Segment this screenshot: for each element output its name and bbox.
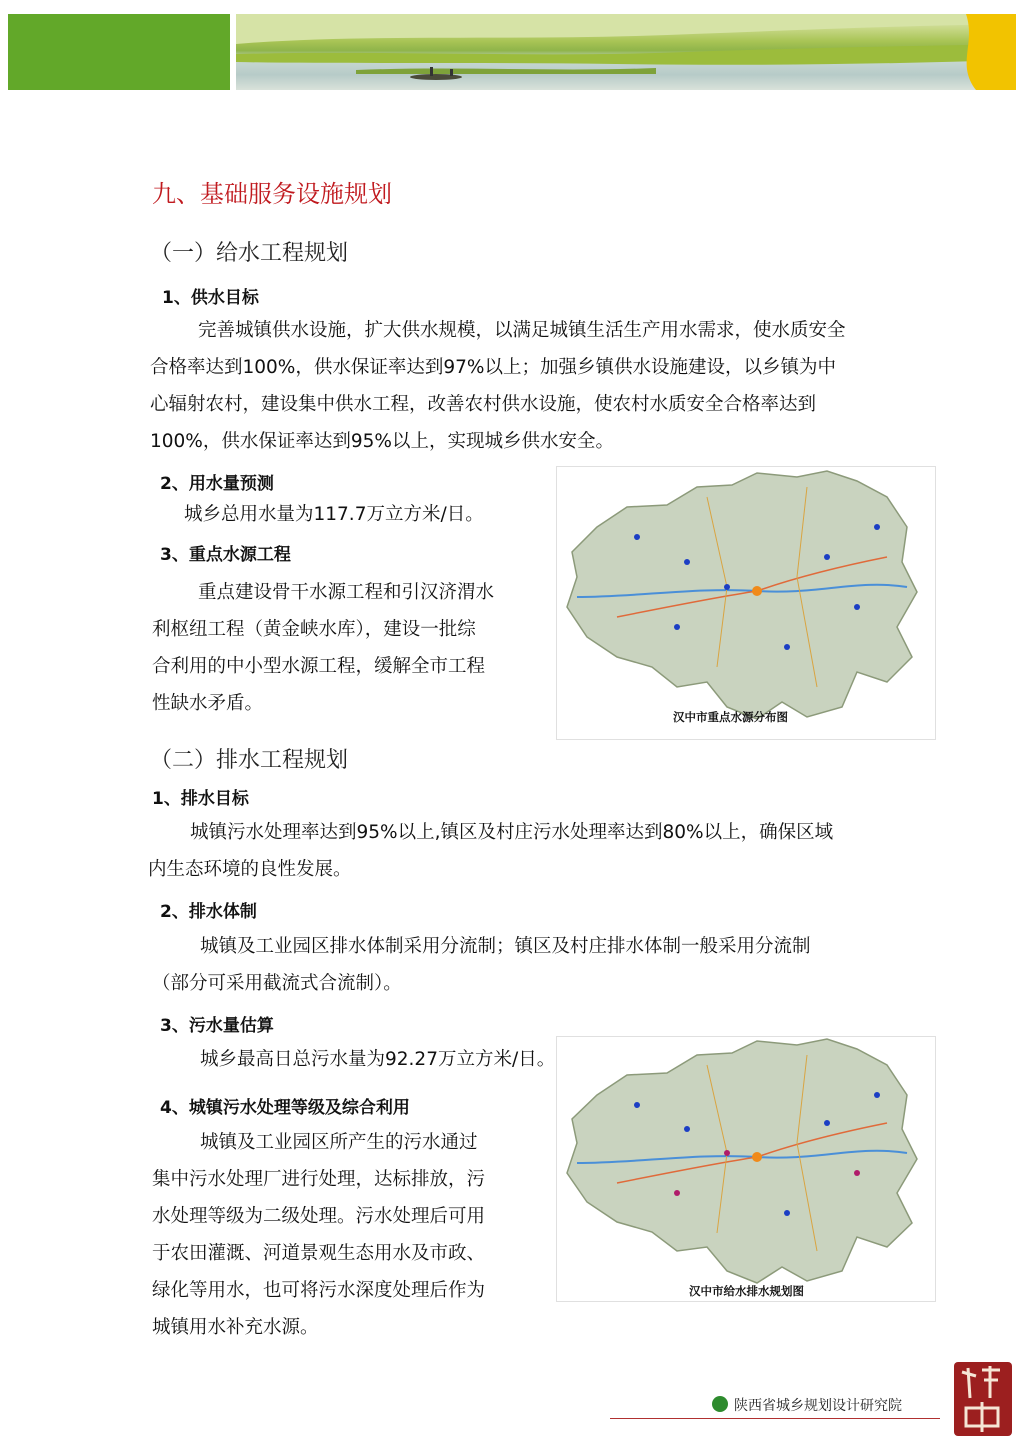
s1-item1-heading: 1、供水目标 (162, 288, 259, 308)
header-landscape-photo (236, 14, 1016, 90)
s2-item1-heading: 1、排水目标 (152, 789, 249, 809)
s1-item3-heading: 3、重点水源工程 (160, 545, 291, 565)
map-1-caption: 汉中市重点水源分布图 (673, 710, 788, 724)
s1-item1-paragraph (150, 312, 930, 460)
water-drainage-map-graphic (557, 1037, 935, 1301)
text-line: 绿化等用水，也可将污水深度处理后作为 (152, 1280, 486, 1301)
water-drainage-map (556, 1036, 936, 1302)
header-green-block (8, 14, 230, 90)
footer-institute-name: 陕西省城乡规划设计研究院 (734, 1398, 902, 1414)
text-line: 合格率达到100%，供水保证率达到97%以上；加强乡镇供水设施建设，以乡镇为中 (150, 357, 837, 378)
institute-logo-icon (712, 1396, 728, 1412)
text-line: 集中污水处理厂进行处理，达标排放，污 (152, 1169, 486, 1190)
hanzhong-seal-logo (948, 1358, 1016, 1442)
footer-rule (610, 1418, 940, 1419)
text-line: 城镇及工业园区所产生的污水通过 (200, 1132, 478, 1153)
text-line: 性缺水矛盾。 (152, 693, 264, 714)
text-line: 城镇污水处理率达到95%以上,镇区及村庄污水处理率达到80%以上，确保区域 (190, 822, 834, 843)
text-line: 心辐射农村，建设集中供水工程，改善农村供水设施，使农村水质安全合格率达到 (150, 394, 817, 415)
map-2-caption: 汉中市给水排水规划图 (689, 1284, 804, 1298)
water-source-map (556, 466, 936, 740)
water-source-map-graphic (557, 467, 935, 739)
s2-item4-paragraph (152, 1124, 542, 1346)
text-line: 内生态环境的良性发展。 (148, 859, 352, 880)
s2-item2-heading: 2、排水体制 (160, 902, 257, 922)
text-line: 利枢纽工程（黄金峡水库），建设一批综 (152, 619, 476, 640)
text-line: 城乡最高日总污水量为92.27万立方米/日。 (200, 1049, 556, 1070)
text-line: 完善城镇供水设施，扩大供水规模，以满足城镇生活生产用水需求，使水质安全 (198, 320, 846, 341)
text-line: 于农田灌溉、河道景观生态用水及市政、 (152, 1243, 486, 1264)
chapter-title: 九、基础服务设施规划 (152, 180, 392, 208)
s2-item3-paragraph (200, 1041, 555, 1078)
section-2-title: （二）排水工程规划 (150, 748, 349, 773)
s1-item2-paragraph (184, 496, 484, 533)
s2-item4-heading: 4、城镇污水处理等级及综合利用 (160, 1098, 410, 1118)
text-line: 城镇用水补充水源。 (152, 1317, 319, 1338)
text-line: 城乡总用水量为117.7万立方米/日。 (184, 504, 484, 525)
s2-item2-paragraph (152, 928, 942, 1002)
s1-item2-heading: 2、用水量预测 (160, 474, 274, 494)
text-line: 城镇及工业园区排水体制采用分流制；镇区及村庄排水体制一般采用分流制 (200, 936, 811, 957)
text-line: 重点建设骨干水源工程和引汉济渭水 (198, 582, 495, 603)
text-line: （部分可采用截流式合流制）。 (152, 973, 402, 994)
text-line: 合利用的中小型水源工程，缓解全市工程 (152, 656, 486, 677)
text-line: 水处理等级为二级处理。污水处理后可用 (152, 1206, 486, 1227)
text-line: 100%，供水保证率达到95%以上，实现城乡供水安全。 (150, 431, 615, 452)
s2-item3-heading: 3、污水量估算 (160, 1016, 274, 1036)
section-1-title: （一）给水工程规划 (150, 241, 349, 266)
s2-item1-paragraph (148, 814, 938, 888)
s1-item3-paragraph (152, 574, 542, 722)
